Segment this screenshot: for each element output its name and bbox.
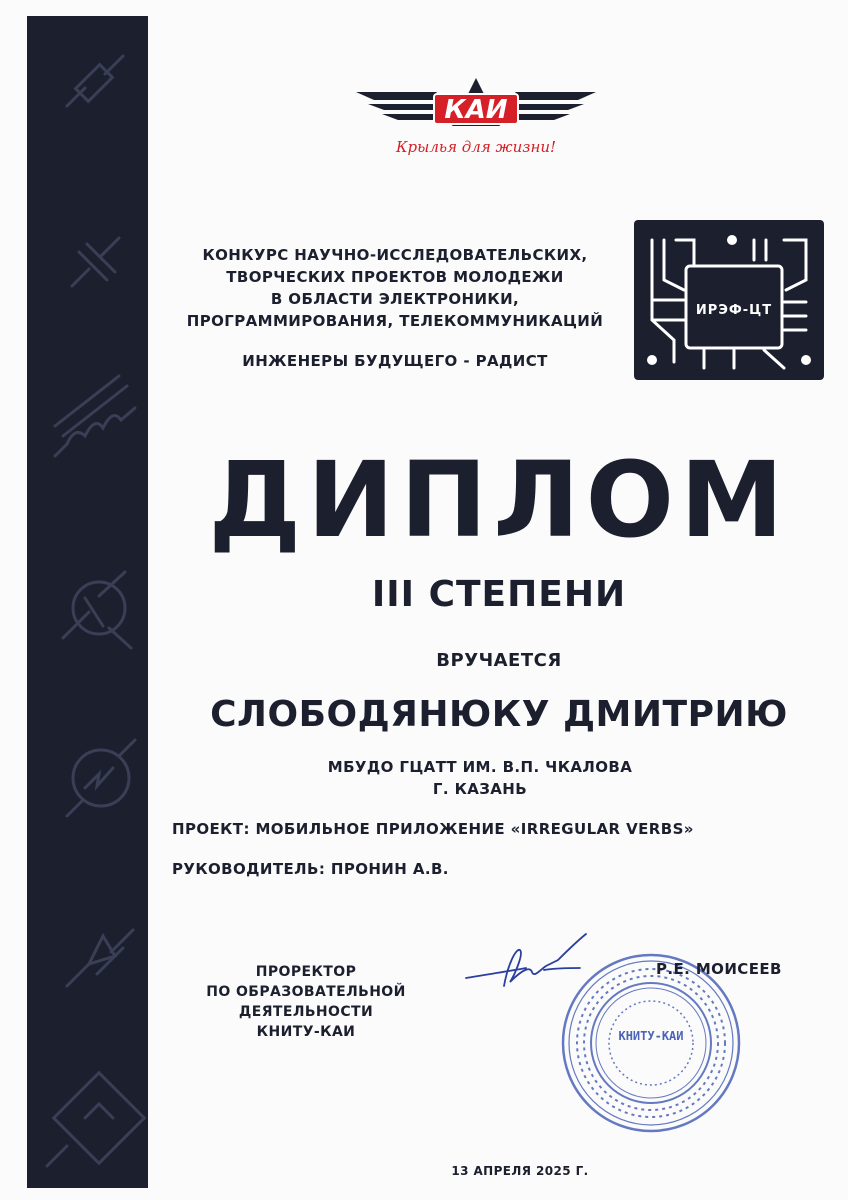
capacitor-symbol-icon <box>72 238 119 286</box>
signer-title-line: ДЕЯТЕЛЬНОСТИ <box>238 1004 374 1020</box>
project-line: ПРОЕКТ: МОБИЛЬНОЕ ПРИЛОЖЕНИЕ «IRREGULAR VERBS» <box>172 820 694 838</box>
contest-name <box>160 244 630 332</box>
awarded-label: ВРУЧАЕТСЯ <box>436 650 562 671</box>
contest-nomination: ИНЖЕНЕРЫ БУДУЩЕГО - РАДИСТ <box>242 352 548 370</box>
inductor-symbol-icon <box>55 376 135 456</box>
contest-line: ПРОГРАММИРОВАНИЯ, ТЕЛЕКОММУНИКАЦИЙ <box>186 312 604 330</box>
relay-symbol-icon <box>67 740 135 816</box>
handwritten-signature <box>460 930 600 1000</box>
signer-title <box>176 962 436 1042</box>
contest-line: В ОБЛАСТИ ЭЛЕКТРОНИКИ, <box>270 290 520 308</box>
org-line: Г. КАЗАНЬ <box>432 780 528 798</box>
stamp-center-text: КНИТУ-КАИ <box>618 1029 684 1043</box>
signer-name: Р.Е. МОИСЕЕВ <box>656 960 782 978</box>
signer-title-line: ПРОРЕКТОР <box>255 964 357 980</box>
resistor-symbol-icon <box>67 56 123 106</box>
signer-title-line: ПО ОБРАЗОВАТЕЛЬНОЙ <box>206 984 406 1000</box>
transistor-symbol-icon <box>63 572 131 648</box>
badge-label: ИРЭФ-ЦТ <box>695 303 773 318</box>
kai-brand-text: КАИ <box>444 95 508 125</box>
diploma-degree: III СТЕПЕНИ <box>371 574 627 615</box>
iref-ct-badge <box>634 220 824 380</box>
org-line: МБУДО ГЦАТТ ИМ. В.П. ЧКАЛОВА <box>327 758 633 776</box>
side-band <box>27 16 148 1188</box>
issue-date: 13 АПРЕЛЯ 2025 Г. <box>451 1164 589 1178</box>
opamp-symbol-icon <box>47 1073 144 1166</box>
diode-symbol-icon <box>67 930 133 986</box>
diploma-title: ДИПЛОМ <box>208 439 790 561</box>
recipient-organization <box>250 756 710 800</box>
recipient-name: СЛОБОДЯНЮКУ ДМИТРИЮ <box>210 694 788 735</box>
supervisor-line: РУКОВОДИТЕЛЬ: ПРОНИН А.В. <box>172 860 449 878</box>
kai-slogan: Крылья для жизни! <box>395 138 557 156</box>
contest-line: КОНКУРС НАУЧНО-ИССЛЕДОВАТЕЛЬСКИХ, <box>202 246 588 264</box>
kai-logo <box>356 78 596 168</box>
circuit-symbols-decoration <box>27 16 148 1188</box>
signer-title-line: КНИТУ-КАИ <box>256 1024 356 1040</box>
contest-line: ТВОРЧЕСКИХ ПРОЕКТОВ МОЛОДЕЖИ <box>226 268 564 286</box>
